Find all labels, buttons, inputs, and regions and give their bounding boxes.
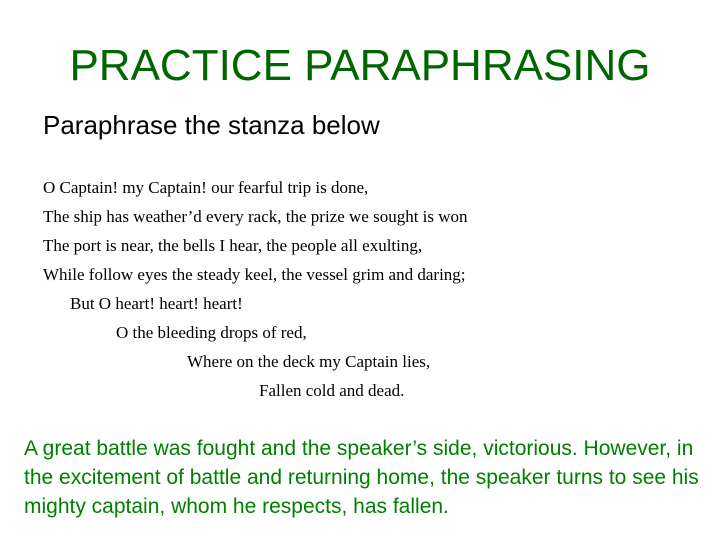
- paraphrase-text: A great battle was fought and the speaker’s side, victorious. However, in the excitement of battle and returning home, the speaker turns to see his mighty captain, whom he respects, has fallen.: [24, 437, 699, 518]
- stanza-line: Fallen cold and dead.: [259, 381, 405, 400]
- stanza-line: The port is near, the bells I hear, the people all exulting,: [43, 236, 423, 255]
- stanza-line: The ship has weather’d every rack, the prize we sought is won: [43, 207, 468, 226]
- stanza-line: O the bleeding drops of red,: [116, 323, 307, 342]
- stanza-line: While follow eyes the steady keel, the vessel grim and daring;: [43, 265, 466, 284]
- stanza: [43, 173, 703, 405]
- slide-title: PRACTICE PARAPHRASING: [69, 41, 651, 90]
- stanza-line: But O heart! heart! heart!: [70, 294, 243, 313]
- stanza-line: Where on the deck my Captain lies,: [187, 352, 431, 371]
- stanza-line: O Captain! my Captain! our fearful trip is done,: [43, 178, 369, 197]
- instruction-text: Paraphrase the stanza below: [43, 110, 380, 140]
